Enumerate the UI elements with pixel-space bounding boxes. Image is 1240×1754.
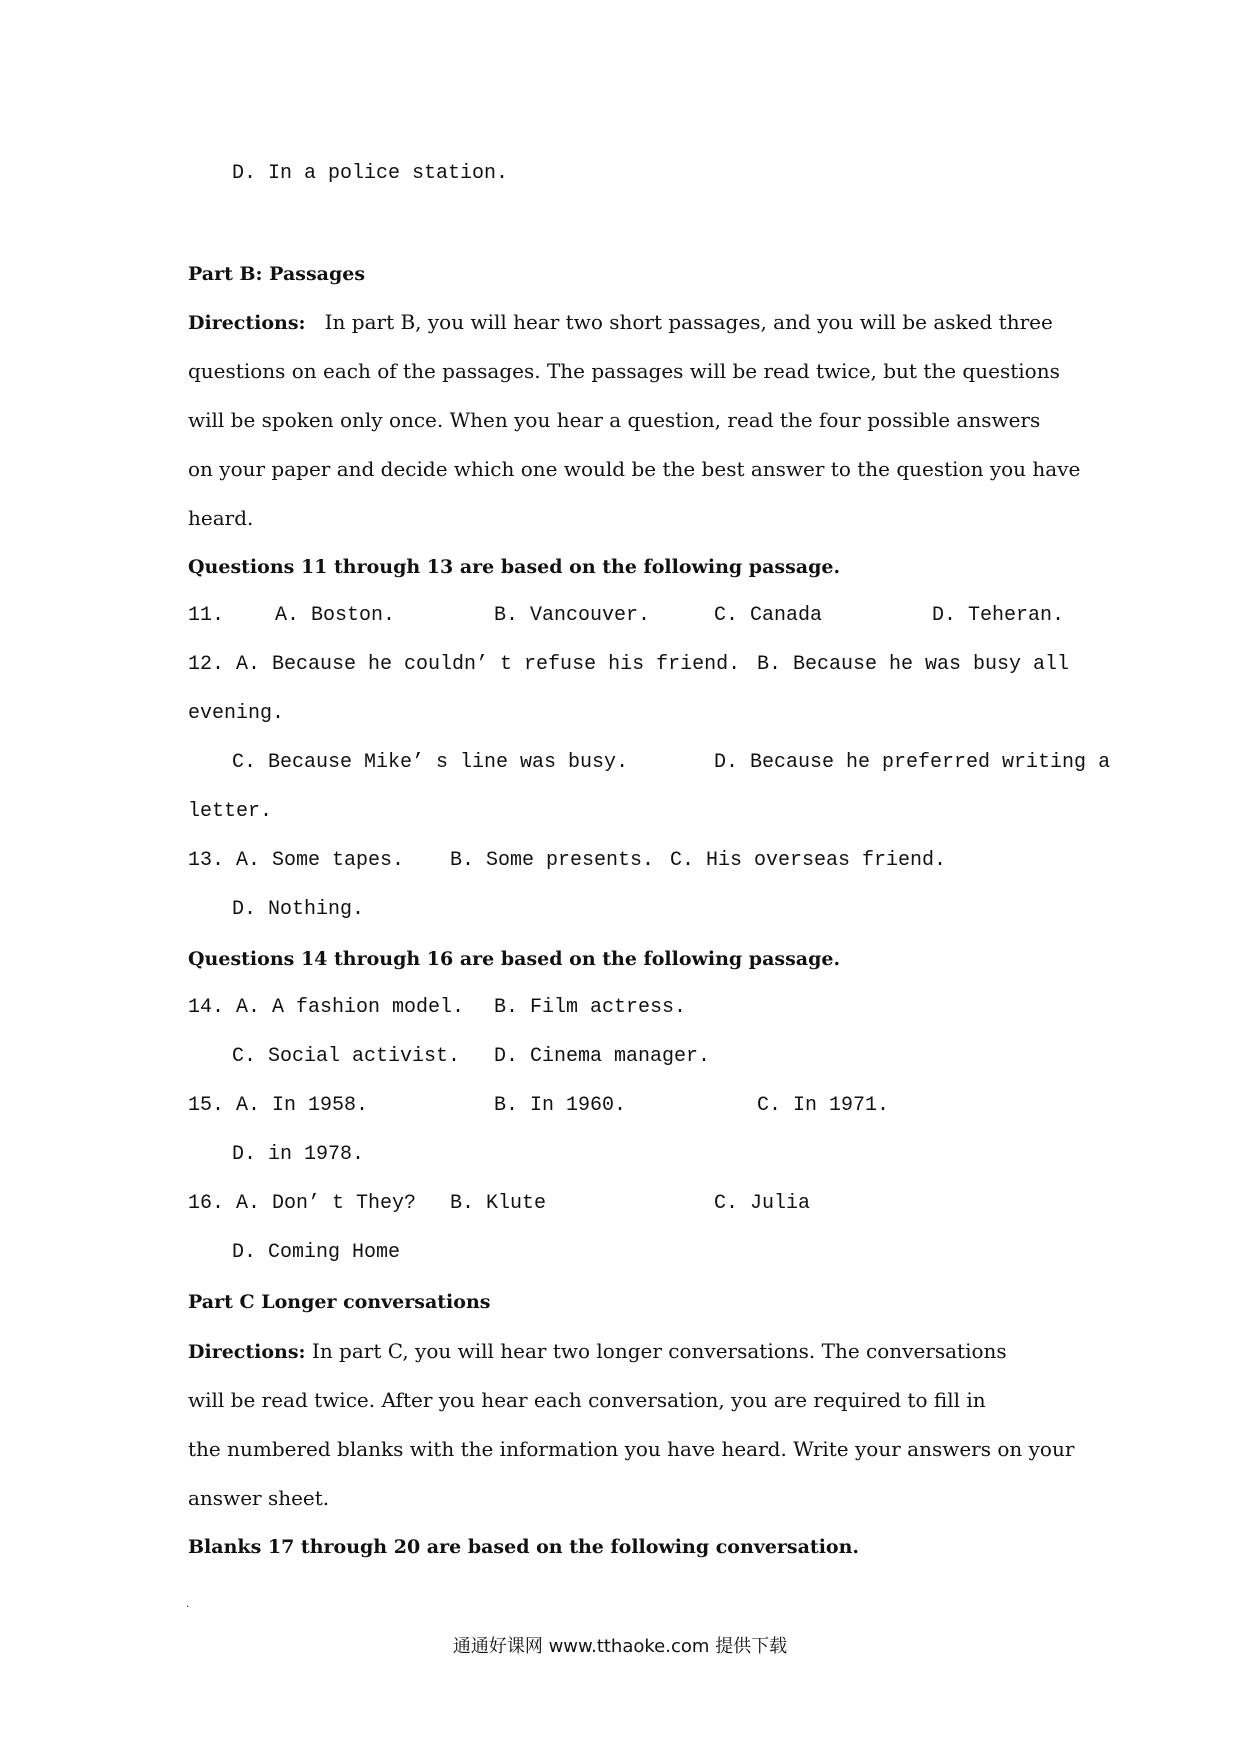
- part-b-title: Part B: Passages: [188, 263, 366, 285]
- q14-option-d: D. Cinema manager.: [494, 1045, 711, 1068]
- part-b-directions-line-5: heard.: [188, 506, 254, 530]
- q16-option-d: D. Coming Home: [232, 1241, 401, 1264]
- footer-text: 通通好课网 www.tthaoke.com 提供下载: [452, 1636, 788, 1657]
- q12-option-a: 12. A. Because he couldn’ t refuse his friend.: [188, 653, 741, 676]
- q14-option-c: C. Social activist.: [232, 1045, 461, 1068]
- q11-option-b: B. Vancouver.: [494, 604, 651, 627]
- part-c-directions-line-4: answer sheet.: [188, 1486, 330, 1510]
- q13-option-a: 13. A. Some tapes.: [188, 849, 405, 872]
- part-b-directions-line-4: on your paper and decide which one would be the best answer to the question you have: [188, 457, 1081, 481]
- blanks-17-20-heading: Blanks 17 through 20 are based on the following conversation.: [188, 1536, 860, 1558]
- q14-option-a: 14. A. A fashion model.: [188, 996, 465, 1019]
- q13-option-d: D. Nothing.: [232, 898, 365, 921]
- q11-option-c: C. Canada: [714, 604, 823, 627]
- part-c-directions-line-1: Directions: In part C, you will hear two longer conversations. The conversations: [188, 1339, 1007, 1363]
- q13-option-c: C. His overseas friend.: [670, 849, 947, 872]
- q12-option-c: C. Because Mike’ s line was busy.: [232, 751, 629, 774]
- part-c-title: Part C Longer conversations: [188, 1291, 491, 1313]
- q11-option-a: A. Boston.: [275, 604, 396, 627]
- q15-option-a: 15. A. In 1958.: [188, 1094, 369, 1117]
- option-d-police-station: D. In a police station.: [232, 162, 509, 185]
- q12-option-b-cont: evening.: [188, 702, 285, 725]
- q16-option-b: B. Klute: [450, 1192, 547, 1215]
- questions-14-16-heading: Questions 14 through 16 are based on the following passage.: [188, 948, 841, 970]
- q15-option-d: D. in 1978.: [232, 1143, 365, 1166]
- q11-option-d: D. Teheran.: [932, 604, 1065, 627]
- q13-option-b: B. Some presents.: [450, 849, 655, 872]
- q16-option-c: C. Julia: [714, 1192, 811, 1215]
- q14-option-b: B. Film actress.: [494, 996, 687, 1019]
- part-b-directions-line-1: Directions: In part B, you will hear two short passages, and you will be asked three: [188, 310, 1053, 334]
- q15-option-c: C. In 1971.: [757, 1094, 890, 1117]
- part-c-directions-line-3: the numbered blanks with the information you have heard. Write your answers on your: [188, 1437, 1075, 1461]
- directions-label: Directions:: [188, 1341, 306, 1363]
- q12-option-b: B. Because he was busy all: [757, 653, 1070, 676]
- q15-option-b: B. In 1960.: [494, 1094, 627, 1117]
- q12-option-d-cont: letter.: [188, 800, 273, 823]
- stray-mark: ·: [186, 1602, 190, 1613]
- part-b-directions-line-3: will be spoken only once. When you hear a question, read the four possible answers: [188, 408, 1041, 432]
- part-b-directions-line-2: questions on each of the passages. The passages will be read twice, but the questions: [188, 359, 1060, 383]
- q11-number: 11.: [188, 604, 225, 627]
- q12-option-d: D. Because he preferred writing a: [714, 751, 1111, 774]
- part-c-directions-line-2: will be read twice. After you hear each conversation, you are required to fill in: [188, 1388, 986, 1412]
- questions-11-13-heading: Questions 11 through 13 are based on the following passage.: [188, 556, 841, 578]
- directions-label: Directions:: [188, 312, 306, 334]
- q16-option-a: 16. A. Don’ t They?: [188, 1192, 417, 1215]
